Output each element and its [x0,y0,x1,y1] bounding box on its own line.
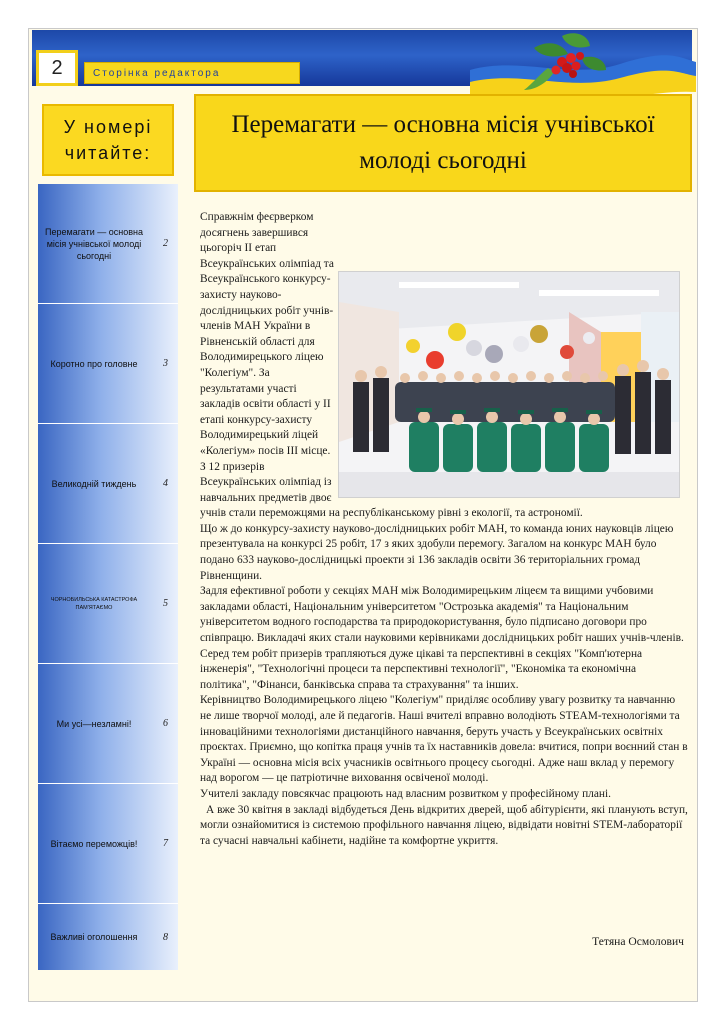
toc-item [38,904,178,970]
sidebar [38,94,178,970]
toc-item-page: 7 [163,838,168,850]
toc-item-title: Ми усі—незламні! [56,718,132,729]
toc-item-title: Перемагати — основна місія учнівської молоді сьогодні [45,226,143,261]
toc-item-title: ЧОРНОБИЛЬСЬКА КАТАСТРОФА ПАМ'ЯТАЄМО [50,596,138,611]
toc-item-page: 8 [163,931,168,943]
toc-item [38,304,178,424]
toc-item-title: Коротно про головне [50,358,138,369]
page-number: 2 [36,50,78,86]
toc-item-page: 6 [163,718,168,730]
article-paragraph: А вже 30 квітня в закладі відбудеться День відкритих дверей, щоб абітурієнти, які планують вступ, могли ознайомитися із системою профільного навчання ліцею, відвідати новітні STEM-лабораторії та сучасні навчальні кабінети, надійне та комфортне укриття. [200,803,688,847]
viburnum-flag-icon [470,28,696,100]
toc-item-page: 4 [163,478,168,490]
article-paragraph: Керівництво Володимирецького ліцею "Колегіум" приділяє особливу увагу розвитку та навчанню не лише творчої молоді, але й педагогів. Наші вчителі вправно володіють STEAM-технологіями та інноваційними технологіями дистанційного навчання, беруть участь у Всеукраїнських освітніх проєктах. Приємно, що копітка праця учнів та їх наставників довела: вчитися, попри воєнний стан в Україні — основна місія всіх учасників освітнього процесу сьогодні. Адже наш вклад у перемогу над ворогом — це патріотичне виховання освіченої молоді. [200,694,688,785]
table-of-contents [38,184,178,970]
section-label: Сторінка редактора [84,62,300,84]
toc-item [38,664,178,784]
article-headline: Перемагати — основна місія учнівської молоді сьогодні [194,94,692,192]
toc-item-page: 5 [163,598,168,610]
article-paragraph: Справжнім феєрверком досягнень завершився цьогоріч II етап Всеукраїнських олімпіад та Всеукраїнського конкурсу-захисту науково-дослідницьких робіт учнів-членів МАН України в Рівненській області для Володимирецького ліцею "Колегіум". За результатами участі закладів освіти області у II етапі конкурсу-захисту Володимирецький ліцей «Колегіум» посів III місце. З 12 призерів Всеукраїнських олімпіад із навчальних предметів двоє учнів стали переможцями на республіканському рівні з екології, та астрономії. [200,211,583,520]
toc-item-title: Важливі оголошення [50,932,138,943]
toc-item-page: 3 [163,358,168,370]
sidebar-heading: У номері читайте: [42,104,174,176]
article-paragraph: Що ж до конкурсу-захисту науково-дослідницьких робіт МАН, то команда юних науковців ліцею презентувала на конкурсі 25 робіт, 17 з яких здобули перемогу. Загалом на конкурс МАН було подано 633 науково-дослідницькі проекти зі 136 закладів освіти 36 територіальних громад Рівненщини. [200,522,674,582]
article-paragraph: Учителі закладу повсякчас працюють над власним розвитком у професійному плані. [200,787,612,800]
author-signature: Тетяна Осмолович [592,935,684,948]
toc-item-title: Великодній тиждень [51,478,137,489]
toc-item-page: 2 [163,238,168,250]
toc-item-title: Вітаємо переможців! [50,838,138,849]
toc-item [38,784,178,904]
article-paragraph: Задля ефективної роботи у секціях МАН між Володимирецьким ліцеєм та вищими учбовими закладами області, Національним університетом "Острозька академія" та Національним університетом водного господарства та природокористування, було підписано договори про співпрацю. Викладачі яких стали науковими керівниками дослідницьких робіт наших учнів-членів. Серед тем робіт призерів трапляються дуже цікаві та перспективні в секціях "Комп'ютерна інженерія", "Технологічні процеси та перспективні технології", "Економіка та економічна політика", "Фінанси, банківська справа та страхування" та інших. [200,585,684,691]
toc-item [38,184,178,304]
group-photo [338,271,680,498]
toc-item [38,424,178,544]
toc-item [38,544,178,664]
